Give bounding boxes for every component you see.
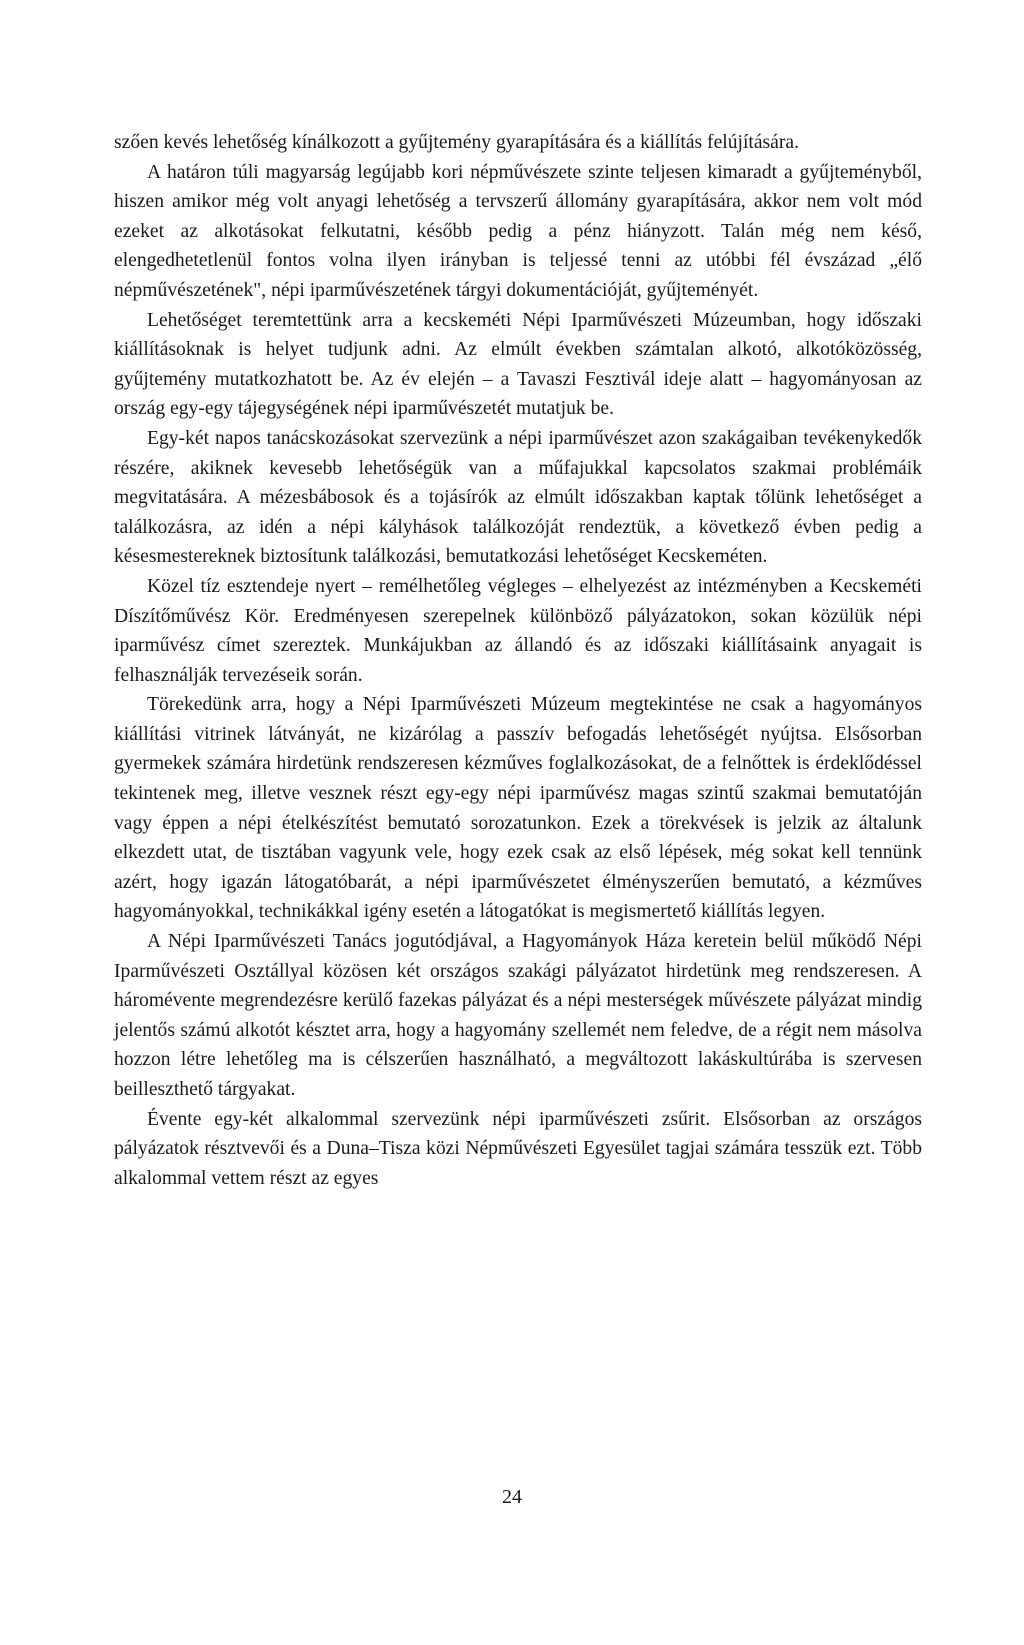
- paragraph: A Népi Iparművészeti Tanács jogutódjával, a Hagyományok Háza keretein belül működő Népi Iparművészeti Osztállyal közösen két országos szakági pályázatot hirdetünk meg rendszeresen. A háromévente megrendezésre kerülő fazekas pályázat és a népi mesterségek művészete pályázat mindig jelentős számú alkotót késztet arra, hogy a hagyomány szellemét nem feledve, de a régit nem másolva hozzon létre lehetőleg ma is célszerűen használható, a megváltozott lakáskultúrába is szervesen beilleszthető tárgyakat.: [114, 931, 922, 1100]
- paragraph: Évente egy-két alkalommal szervezünk népi iparművészeti zsűrit. Elsősorban az országos pályázatok résztvevői és a Duna–Tisza közi Népművészeti Egyesület tagjai számára tesszük ezt. Több alkalommal vettem részt az egyes: [114, 1108, 922, 1189]
- paragraph: Egy-két napos tanácskozásokat szervezünk a népi iparművészet azon szakágaiban tevékenykedők részére, akiknek kevesebb lehetőségük van a műfajukkal kapcsolatos szakmai problémáik megvitatására. A mézesbábosok és a tojásírók az elmúlt időszakban kaptak tőlünk lehetőséget a találkozásra, az idén a népi kályhások találkozóját rendeztük, a következő évben pedig a késesmestereknek biztosítunk találkozási, bemutatkozási lehetőséget Kecskeméten.: [114, 427, 922, 568]
- paragraph: Törekedünk arra, hogy a Népi Iparművészeti Múzeum megtekintése ne csak a hagyományos kiállítási vitrinek látványát, ne kizárólag a passzív befogadás lehetőségét nyújtsa. Elsősorban gyermekek számára hirdetünk rendszeresen kézműves foglalkozásokat, de a felnőttek is érdeklődéssel tekintenek meg, illetve vesznek részt egy-egy népi iparművész magas szintű szakmai bemutatóján vagy éppen a népi ételkészítést bemutató sorozatunkon. Ezek a törekvések is jelzik az általunk elkezdett utat, de tisztában vagyunk vele, hogy ezek csak az első lépések, még sokat kell tennünk azért, hogy igazán látogatóbarát, a népi iparművészetet élményszerűen bemutató, a kézműves hagyományokkal, technikákkal igény esetén a látogatókat is megismertető kiállítás legyen.: [114, 694, 922, 923]
- page-body: [114, 128, 922, 1193]
- page-number: 24: [502, 1486, 522, 1508]
- paragraph-continuation: szően kevés lehetőség kínálkozott a gyűjtemény gyarapítására és a kiállítás felújítására.: [114, 132, 799, 153]
- paragraph: Lehetőséget teremtettünk arra a kecskeméti Népi Iparművészeti Múzeumban, hogy időszaki kiállításoknak is helyet tudjunk adni. Az elmúlt években számtalan alkotó, alkotóközösség, gyűjtemény mutatkozhatott be. Az év elején – a Tavaszi Fesztivál ideje alatt – hagyományosan az ország egy-egy tájegységének népi iparművészetét mutatjuk be.: [114, 309, 922, 420]
- paragraph: Közel tíz esztendeje nyert – remélhetőleg végleges – elhelyezést az intézményben a Kecskeméti Díszítőművész Kör. Eredményesen szerepelnek különböző pályázatokon, sokan közülük népi iparművész címet szereztek. Munkájukban az állandó és az időszaki kiállításaink anyagait is felhasználják tervezéseik során.: [114, 575, 922, 686]
- paragraph: A határon túli magyarság legújabb kori népművészete szinte teljesen kimaradt a gyűjteményből, hiszen amikor még volt anyagi lehetőség a tervszerű állomány gyarapítására, akkor nem volt mód ezeket az alkotásokat felkutatni, később pedig a pénz hiányzott. Talán még nem késő, elengedhetetlenül fontos volna ilyen irányban is teljessé tenni az utóbbi fél évszázad „élő népművészetének", népi iparművészetének tárgyi dokumentációját, gyűjteményét.: [114, 161, 922, 301]
